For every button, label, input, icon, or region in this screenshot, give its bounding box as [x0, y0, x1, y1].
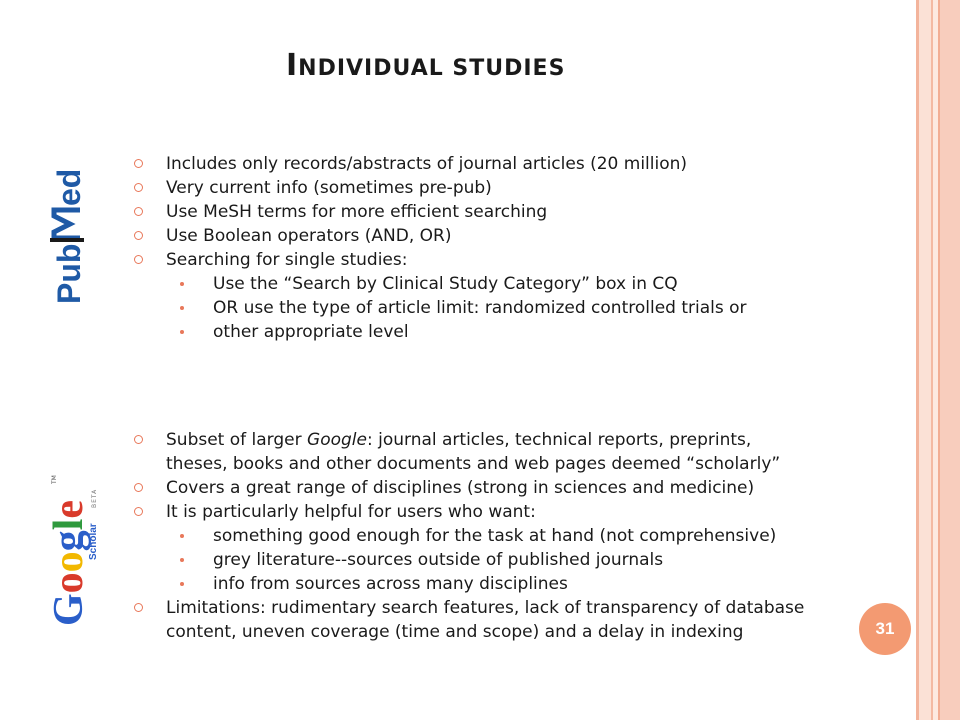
- pubmed-logo-text-right: ed: [51, 168, 87, 206]
- logo-letter-g: G: [46, 593, 92, 626]
- logo-letter-o: o: [46, 572, 92, 594]
- border-stripe: [940, 0, 960, 720]
- scholar-bullet-list: [0, 428, 900, 644]
- list-item: It is particularly helpful for users who want:: [0, 500, 900, 524]
- list-item: Includes only records/abstracts of journal articles (20 million): [0, 152, 900, 176]
- slide-title: [286, 48, 565, 83]
- title-rest: NDIVIDUAL STUDIES: [298, 56, 566, 81]
- logo-trademark: TM: [51, 475, 58, 484]
- list-item-continuation: theses, books and other documents and web pages deemed “scholarly”: [166, 454, 781, 474]
- sub-list-item: something good enough for the task at hand (not comprehensive): [0, 524, 900, 548]
- sub-list-item: Use the “Search by Clinical Study Category” box in CQ: [0, 272, 900, 296]
- list-item: [0, 428, 900, 452]
- page-number-badge: 31: [859, 603, 911, 655]
- sub-list-item: info from sources across many disciplines: [0, 572, 900, 596]
- logo-letter-o: o: [46, 551, 92, 573]
- list-item: Covers a great range of disciplines (strong in sciences and medicine): [0, 476, 900, 500]
- list-item: Searching for single studies:: [0, 248, 900, 272]
- list-item-prefix: Subset of larger: [166, 430, 308, 450]
- list-item-suffix: : journal articles, technical reports, preprints,: [366, 430, 752, 450]
- title-initial: I: [286, 48, 299, 83]
- list-item: Very current info (sometimes pre-pub): [0, 176, 900, 200]
- pubmed-bullet-list: [0, 152, 900, 344]
- google-emphasis: Google: [307, 430, 367, 450]
- logo-letter-g: g: [46, 530, 92, 552]
- logo-letter-l: l: [46, 518, 92, 531]
- sub-list-item: grey literature--sources outside of published journals: [0, 548, 900, 572]
- list-item: Limitations: rudimentary search features, lack of transparency of database: [0, 596, 900, 620]
- border-stripe: [919, 0, 931, 720]
- sub-list-item-continuation: other appropriate level: [0, 320, 900, 344]
- list-item: Use Boolean operators (AND, OR): [0, 224, 900, 248]
- list-item-continuation: content, uneven coverage (time and scope) and a delay in indexing: [166, 622, 744, 642]
- logo-letter-e: e: [46, 500, 92, 519]
- list-item: Use MeSH terms for more efficient searching: [0, 200, 900, 224]
- logo-scholar-label: Scholar: [88, 523, 99, 560]
- logo-beta-label: BETA: [91, 488, 98, 508]
- sub-list-item: OR use the type of article limit: randomized controlled trials or: [0, 296, 900, 320]
- pubmed-logo-text-left: Pub: [51, 243, 87, 304]
